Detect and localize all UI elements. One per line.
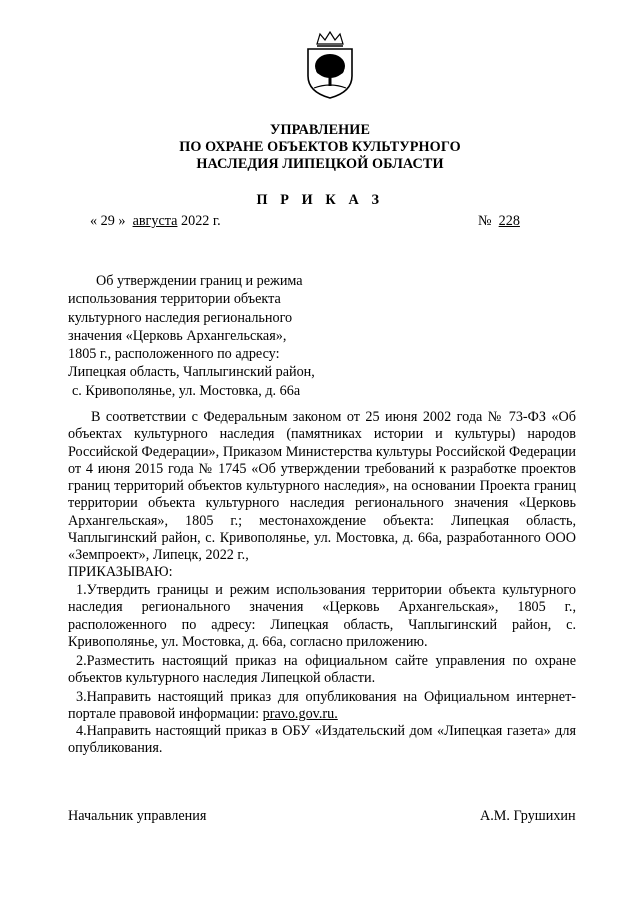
number-value: 228	[498, 213, 520, 229]
coat-of-arms-emblem	[300, 30, 360, 100]
authority-name-line-3: НАСЛЕДИЯ ЛИПЕЦКОЙ ОБЛАСТИ	[196, 156, 444, 172]
signature-name: А.М. Грушихин	[480, 808, 576, 824]
subject-line: использования территории объекта	[68, 291, 281, 308]
order-item-3-text: 3.Направить настоящий приказ для опубликования на Официальном интернет-портале правовой информации:	[68, 689, 576, 723]
subject-line: Липецкая область, Чаплыгинский район,	[68, 364, 315, 381]
authority-name-line-1: УПРАВЛЕНИЕ	[269, 122, 371, 138]
subject-line: с. Кривополянье, ул. Мостовка, д. 66а	[72, 382, 301, 399]
order-subject	[68, 272, 388, 400]
order-item-3	[68, 689, 576, 724]
order-title: П Р И К А З	[256, 192, 384, 208]
date-day: « 29 »	[90, 213, 126, 229]
preamble-paragraph: В соответствии с Федеральным законом от 25 июня 2002 года № 73-ФЗ «Об объектах культурного наследия (памятниках истории и культуры) народов Российской Федерации», Приказом Министерства культуры Российской Федерации от 4 июня 2015 года № 1745 «Об утверждении требований к разработке проектов границ территорий объектов культурного наследия», на основании Проекта границ территории объекта культурного наследия регионального значения «Церковь Архангельская», 1805 г.; местонахождение объекта: Липецкая область, Чаплыгинский район, с. Кривополянье, ул. Мостовка, д. 66а, разработанного ООО «Земпроект», Липецк, 2022 г.,	[68, 409, 576, 564]
authority-name-line-2: ПО ОХРАНЕ ОБЪЕКТОВ КУЛЬТУРНОГО	[179, 139, 461, 155]
subject-line: значения «Церковь Архангельская»,	[68, 327, 287, 344]
number-label: №	[478, 213, 492, 229]
order-date	[90, 213, 221, 230]
pravo-gov-link[interactable]: pravo.gov.ru.	[262, 706, 338, 723]
date-year: 2022 г.	[181, 213, 221, 229]
order-word: ПРИКАЗЫВАЮ:	[68, 564, 173, 580]
subject-line: 1805 г., расположенного по адресу:	[68, 346, 280, 363]
subject-line: Об утверждении границ и режима	[96, 273, 303, 289]
order-item-2: 2.Разместить настоящий приказ на официальном сайте управления по охране объектов культурного наследия Липецкой области.	[68, 653, 576, 687]
order-item-4: 4.Направить настоящий приказ в ОБУ «Издательский дом «Липецкая газета» для опубликования.	[68, 723, 576, 757]
order-item-1: 1.Утвердить границы и режим использования территории объекта культурного наследия регионального значения «Церковь Архангельская», 1805 г., расположенного по адресу: Липецкая область, Чаплыгинский район, с. Кривополянье, ул. Мостовка, д. 66а, согласно приложению.	[68, 582, 576, 650]
order-number	[478, 213, 520, 230]
subject-line: культурного наследия регионального	[68, 309, 293, 326]
signature-position: Начальник управления	[68, 808, 207, 824]
date-month: августа	[132, 213, 178, 229]
